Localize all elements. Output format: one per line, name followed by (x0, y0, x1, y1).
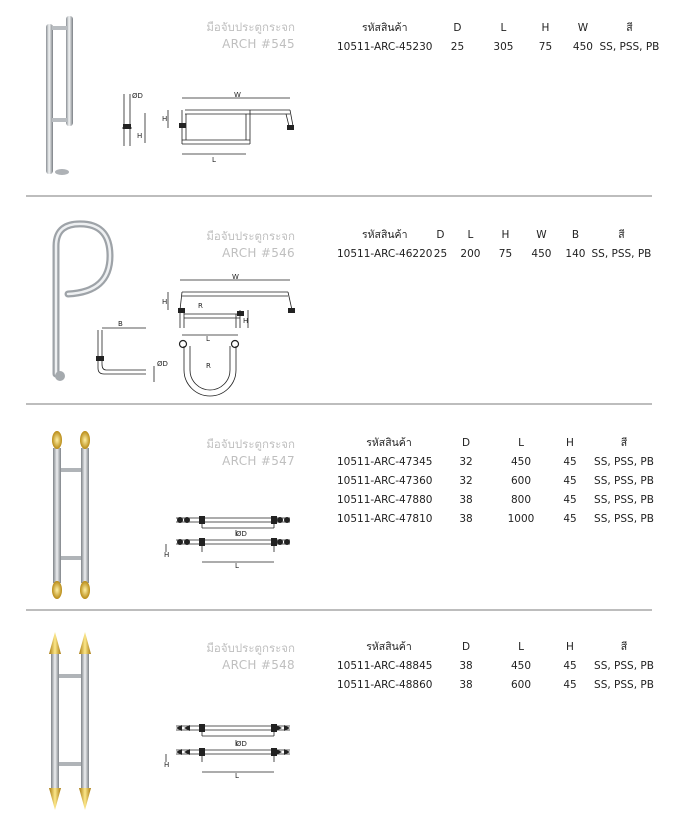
dim-label-d: ØD (236, 530, 247, 538)
spec-table-546 (337, 225, 656, 263)
col-l: L (518, 436, 524, 449)
cell-h: 75 (498, 247, 513, 260)
cell-l: 305 (493, 40, 514, 53)
section-divider (26, 403, 652, 405)
col-d: D (461, 640, 471, 653)
col-code: รหัสสินค้า (361, 229, 408, 241)
product-section-546 (0, 198, 673, 404)
col-h: H (566, 640, 574, 653)
cell-b: 140 (565, 247, 586, 260)
table-row (337, 509, 659, 528)
dim-label-h: H (162, 298, 168, 306)
dim-label-l: L (235, 772, 239, 780)
dim-label-w: W (234, 91, 241, 99)
cell-code: 10511-ARC-48860 (337, 678, 433, 691)
table-header (337, 433, 659, 452)
cell-h: 75 (538, 40, 553, 53)
cell-d: 25 (450, 40, 465, 53)
product-title-547 (206, 436, 295, 470)
spec-table-545 (337, 18, 659, 56)
table-header (337, 637, 659, 656)
product-model: ARCH #548 (222, 658, 295, 672)
cell-color: SS, PSS, PB (594, 678, 654, 691)
product-section-548 (0, 612, 673, 825)
cell-h: 45 (563, 493, 577, 506)
cell-code: 10511-ARC-45230 (337, 40, 433, 53)
cell-code: 10511-ARC-47345 (337, 455, 433, 468)
cell-color: SS, PSS, PB (594, 493, 654, 506)
cell-color: SS, PSS, PB (594, 659, 654, 672)
col-d: D (436, 228, 445, 241)
product-name: มือจับประตูกระจก (206, 20, 295, 34)
product-section-545 (0, 0, 673, 196)
dimension-drawing-546 (90, 270, 305, 410)
col-code: รหัสสินค้า (366, 641, 412, 653)
dim-label-h2: H (243, 317, 249, 325)
col-color: สี (626, 22, 633, 34)
cell-l: 450 (510, 455, 532, 468)
col-h: H (501, 228, 510, 241)
table-header (337, 225, 656, 244)
col-color: สี (620, 641, 628, 653)
cell-color: SS, PSS, PB (594, 455, 654, 468)
dim-label-l: L (206, 335, 210, 343)
dim-label-w: W (232, 273, 239, 281)
handle-photo-545 (40, 12, 80, 177)
col-l: L (518, 640, 524, 653)
product-section-547 (0, 406, 673, 610)
col-w: W (536, 228, 547, 241)
table-row (337, 37, 659, 56)
table-row (337, 452, 659, 471)
cell-d: 38 (459, 512, 473, 525)
dim-label-h: H (164, 761, 170, 769)
section-divider (26, 609, 652, 611)
dim-label-h: H (137, 132, 143, 140)
cell-code: 10511-ARC-47810 (337, 512, 433, 525)
cell-d: 38 (459, 659, 473, 672)
col-d: D (453, 21, 462, 34)
cell-l: 800 (510, 493, 532, 506)
table-row (337, 675, 659, 694)
dim-label-d: ØD (236, 740, 247, 748)
dim-label-h2: H (162, 115, 168, 123)
handle-photo-547 (47, 430, 97, 600)
product-name: มือจับประตูกระจก (206, 641, 295, 655)
cell-d: 25 (433, 247, 448, 260)
col-h: H (541, 21, 550, 34)
dim-label-h: H (164, 551, 170, 559)
cell-l: 600 (510, 474, 532, 487)
cell-code: 10511-ARC-47880 (337, 493, 433, 506)
spec-table-548 (337, 637, 659, 694)
dim-label-r: R (198, 302, 203, 310)
cell-h: 45 (563, 678, 577, 691)
dimension-drawing-545 (110, 88, 300, 168)
cell-l: 600 (510, 678, 532, 691)
col-l: L (467, 228, 474, 241)
cell-l: 450 (510, 659, 532, 672)
col-l: L (500, 21, 507, 34)
cell-w: 450 (572, 40, 593, 53)
dim-label-d: ØD (132, 92, 143, 100)
col-b: B (571, 228, 580, 241)
col-d: D (461, 436, 471, 449)
product-model: ARCH #547 (222, 454, 295, 468)
table-row (337, 244, 656, 263)
dimension-drawing-548 (162, 716, 302, 788)
section-divider (26, 195, 652, 197)
cell-d: 32 (459, 474, 473, 487)
product-name: มือจับประตูกระจก (206, 437, 295, 451)
table-row (337, 656, 659, 675)
cell-code: 10511-ARC-48845 (337, 659, 433, 672)
cell-l: 1000 (507, 512, 535, 525)
table-header (337, 18, 659, 37)
dim-label-l: L (235, 562, 239, 570)
cell-color: SS, PSS, PB (591, 247, 652, 260)
cell-color: SS, PSS, PB (594, 474, 654, 487)
cell-code: 10511-ARC-46220 (337, 247, 433, 260)
table-row (337, 471, 659, 490)
cell-code: 10511-ARC-47360 (337, 474, 433, 487)
table-row (337, 490, 659, 509)
cell-color: SS, PSS, PB (594, 512, 654, 525)
cell-h: 45 (563, 659, 577, 672)
col-color: สี (620, 437, 628, 449)
product-model: ARCH #545 (222, 37, 295, 51)
cell-l: 200 (460, 247, 481, 260)
cell-d: 38 (459, 678, 473, 691)
cell-color: SS, PSS, PB (599, 40, 660, 53)
dim-label-r2: R (206, 362, 211, 370)
spec-table-547 (337, 433, 659, 528)
product-title-548 (206, 640, 295, 674)
product-title-545 (206, 19, 295, 53)
handle-photo-548 (44, 632, 96, 812)
col-code: รหัสสินค้า (366, 437, 412, 449)
cell-h: 45 (563, 512, 577, 525)
cell-w: 450 (531, 247, 552, 260)
dimension-drawing-547 (162, 506, 302, 578)
cell-d: 38 (459, 493, 473, 506)
cell-h: 45 (563, 455, 577, 468)
col-w: W (577, 21, 589, 34)
dim-label-l: L (212, 156, 216, 164)
product-title-546 (206, 228, 295, 262)
col-h: H (566, 436, 574, 449)
col-code: รหัสสินค้า (361, 22, 408, 34)
cell-d: 32 (459, 455, 473, 468)
dim-label-b: B (118, 320, 123, 328)
cell-h: 45 (563, 474, 577, 487)
product-name: มือจับประตูกระจก (206, 229, 295, 243)
col-color: สี (618, 229, 625, 241)
dim-label-d: ØD (157, 360, 168, 368)
product-model: ARCH #546 (222, 246, 295, 260)
